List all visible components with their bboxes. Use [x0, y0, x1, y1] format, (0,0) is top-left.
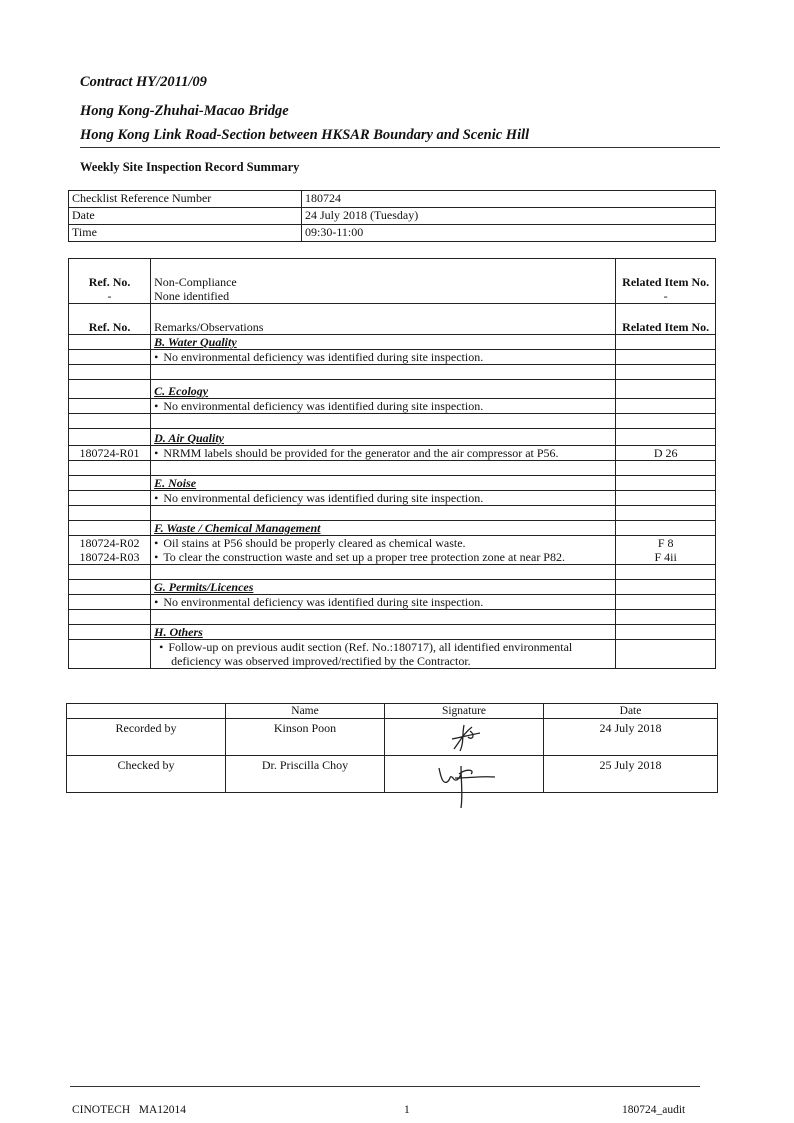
remark-related: F 4ii — [616, 550, 716, 565]
signoff-date: 25 July 2018 — [544, 756, 718, 793]
signoff-table — [66, 703, 718, 793]
col-signature: Signature — [385, 704, 544, 719]
section-title: Hong Kong Link Road-Section between HKSAR Boundary and Scenic Hill — [80, 127, 530, 143]
info-value: 09:30-11:00 — [302, 225, 716, 242]
record-subtitle: Weekly Site Inspection Record Summary — [80, 160, 300, 174]
remark-ref — [69, 491, 151, 506]
info-row — [69, 191, 716, 208]
section-heading: B. Water Quality — [154, 335, 237, 349]
col-related-item: Related Item No. — [616, 259, 716, 290]
page-number: 1 — [404, 1104, 410, 1116]
empty-cell — [69, 335, 151, 350]
signoff-name: Dr. Priscilla Choy — [226, 756, 385, 793]
remark-text: • No environmental deficiency was identified during site inspection. — [154, 595, 483, 609]
noncompliance-header — [69, 259, 716, 290]
info-value: 24 July 2018 (Tuesday) — [302, 208, 716, 225]
remark-ref: 180724-R03 — [69, 550, 151, 565]
remark-ref: 180724-R01 — [69, 446, 151, 461]
remark-related — [616, 595, 716, 610]
project-title: Hong Kong-Zhuhai-Macao Bridge — [80, 103, 289, 119]
footer-company: CINOTECH MA12014 — [72, 1104, 187, 1116]
remark-row — [69, 491, 716, 506]
section-heading-row — [69, 580, 716, 595]
remark-row — [69, 350, 716, 365]
contract-number: Contract HY/2011/09 — [80, 74, 207, 90]
section-heading: G. Permits/Licences — [154, 580, 254, 594]
spacer-row — [69, 610, 716, 625]
remark-row — [69, 550, 716, 565]
spacer-row — [69, 365, 716, 380]
info-table — [68, 190, 716, 242]
col-date: Date — [544, 704, 718, 719]
header-divider — [80, 147, 720, 148]
info-label: Date — [69, 208, 302, 225]
remark-ref — [69, 350, 151, 365]
remark-ref — [69, 595, 151, 610]
remark-ref — [69, 399, 151, 414]
signoff-row — [67, 719, 718, 756]
signoff-date: 24 July 2018 — [544, 719, 718, 756]
info-row — [69, 225, 716, 242]
section-heading-row — [69, 380, 716, 399]
compliance-table — [68, 258, 716, 669]
spacer-row — [69, 414, 716, 429]
section-heading: E. Noise — [154, 476, 197, 490]
remark-row — [69, 399, 716, 414]
remark-related — [616, 350, 716, 365]
remark-text: • NRMM labels should be provided for the generator and the air compressor at P56. — [154, 446, 558, 460]
remark-text: • No environmental deficiency was identified during site inspection. — [154, 399, 483, 413]
spacer-row — [69, 461, 716, 476]
section-heading-row — [69, 335, 716, 350]
signoff-role: Checked by — [67, 756, 226, 793]
section-heading: C. Ecology — [154, 384, 209, 398]
remark-row — [69, 446, 716, 461]
remark-text: • No environmental deficiency was identified during site inspection. — [154, 350, 483, 364]
remark-text: • Oil stains at P56 should be properly cleared as chemical waste. — [154, 536, 465, 550]
col-ref-no: Ref. No. — [69, 259, 151, 290]
remark-row — [69, 595, 716, 610]
signoff-role: Recorded by — [67, 719, 226, 756]
remark-text: • Follow-up on previous audit section (Ref. No.:180717), all identified environmental deficiency was observed improved/rectified by the Contractor. — [159, 640, 572, 668]
col-related-item: Related Item No. — [616, 304, 716, 335]
remarks-header — [69, 304, 716, 335]
signature-cell — [385, 756, 544, 793]
noncompliance-row — [69, 289, 716, 304]
info-label: Checklist Reference Number — [69, 191, 302, 208]
signature-image — [434, 721, 494, 755]
info-row — [69, 208, 716, 225]
spacer-row — [69, 506, 716, 521]
info-value: 180724 — [302, 191, 716, 208]
signoff-row — [67, 756, 718, 793]
remark-related — [616, 640, 716, 669]
remark-row — [69, 536, 716, 551]
col-remarks: Remarks/Observations — [151, 304, 616, 335]
remark-ref: 180724-R02 — [69, 536, 151, 551]
signoff-header — [67, 704, 718, 719]
section-heading-row — [69, 429, 716, 446]
col-noncompliance: Non-Compliance — [151, 259, 616, 290]
info-label: Time — [69, 225, 302, 242]
spacer-row — [69, 565, 716, 580]
col-ref-no: Ref. No. — [69, 304, 151, 335]
signature-cell — [385, 719, 544, 756]
empty-cell — [616, 335, 716, 350]
signoff-name: Kinson Poon — [226, 719, 385, 756]
section-heading: F. Waste / Chemical Management — [154, 521, 321, 535]
empty-cell — [67, 704, 226, 719]
remark-ref — [69, 640, 151, 669]
remark-related: F 8 — [616, 536, 716, 551]
footer-file: 180724_audit — [622, 1104, 686, 1116]
footer-divider — [70, 1086, 700, 1087]
noncompliance-ref: - — [69, 289, 151, 304]
section-heading-row — [69, 521, 716, 536]
section-heading: H. Others — [154, 625, 203, 639]
section-heading-row — [69, 476, 716, 491]
signature-image — [419, 758, 509, 792]
remark-text: • No environmental deficiency was identified during site inspection. — [154, 491, 483, 505]
remark-related — [616, 491, 716, 506]
remark-text: • To clear the construction waste and set up a proper tree protection zone at near P82. — [154, 550, 565, 564]
noncompliance-related: - — [616, 289, 716, 304]
section-heading: D. Air Quality — [154, 431, 225, 445]
remark-related — [616, 399, 716, 414]
section-heading-row — [69, 625, 716, 640]
remark-row — [69, 640, 716, 669]
noncompliance-text: None identified — [151, 289, 616, 304]
col-name: Name — [226, 704, 385, 719]
remark-related: D 26 — [616, 446, 716, 461]
